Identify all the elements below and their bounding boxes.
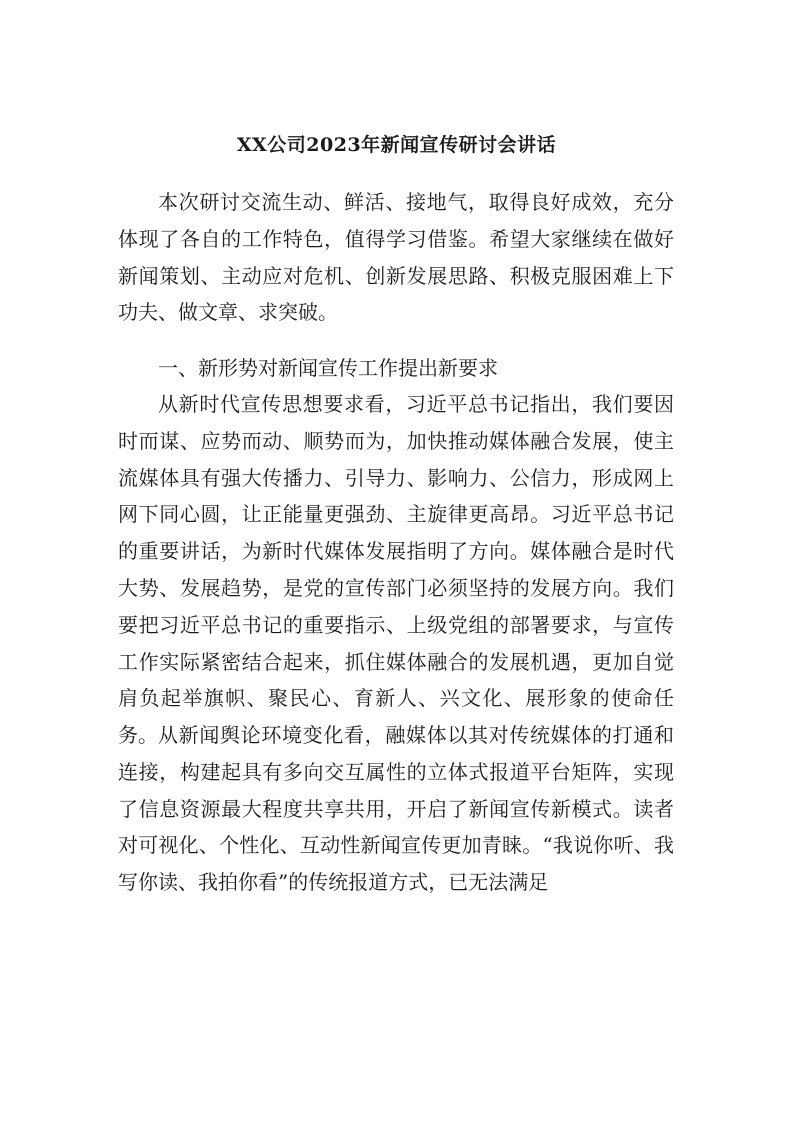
- paragraph-intro: 本次研讨交流生动、鲜活、接地气，取得良好成效，充分体现了各自的工作特色，值得学习借鉴。希望大家继续在做好新闻策划、主动应对危机、创新发展思路、积极克服困难上下功夫、做文章、求突破。: [118, 190, 674, 325]
- document-title: XX公司2023年新闻宣传研讨会讲话: [236, 134, 557, 156]
- paragraph-media-environment: 从新闻舆论环境变化看，融媒体以其对传统媒体的打通和连接，构建起具有多向交互属性的立体式报道平台矩阵，实现了信息资源最大程度共享共用，开启了新闻宣传新模式。读者对可视化、个性化、互动性新闻宣传更加青睐。“我说你听、我写你读、我拍你看”的传统报道方式，已无法满足: [118, 723, 674, 895]
- section-heading-1: 一、新形势对新闻宣传工作提出新要求: [158, 356, 498, 380]
- paragraph-new-era: 从新时代宣传思想要求看，习近平总书记指出，我们要因时而谋、应势而动、顺势而为，加快推动媒体融合发展，使主流媒体具有强大传播力、引导力、影响力、公信力，形成网上网下同心圆，让正能量更强劲、主旋律更高昂。习近平总书记的重要讲话，为新时代媒体发展指明了方向。媒体融合是时代大势、发展趋势，是党的宣传部门必须坚持的发展方向。我们要把习近平总书记的重要指示、上级党组的部署要求，与宣传工作实际紧密结合起来，抓住媒体融合的发展机遇，更加自觉肩负起举旗帜、聚民心、育新人、兴文化、展形象的使命任务。: [118, 392, 674, 748]
